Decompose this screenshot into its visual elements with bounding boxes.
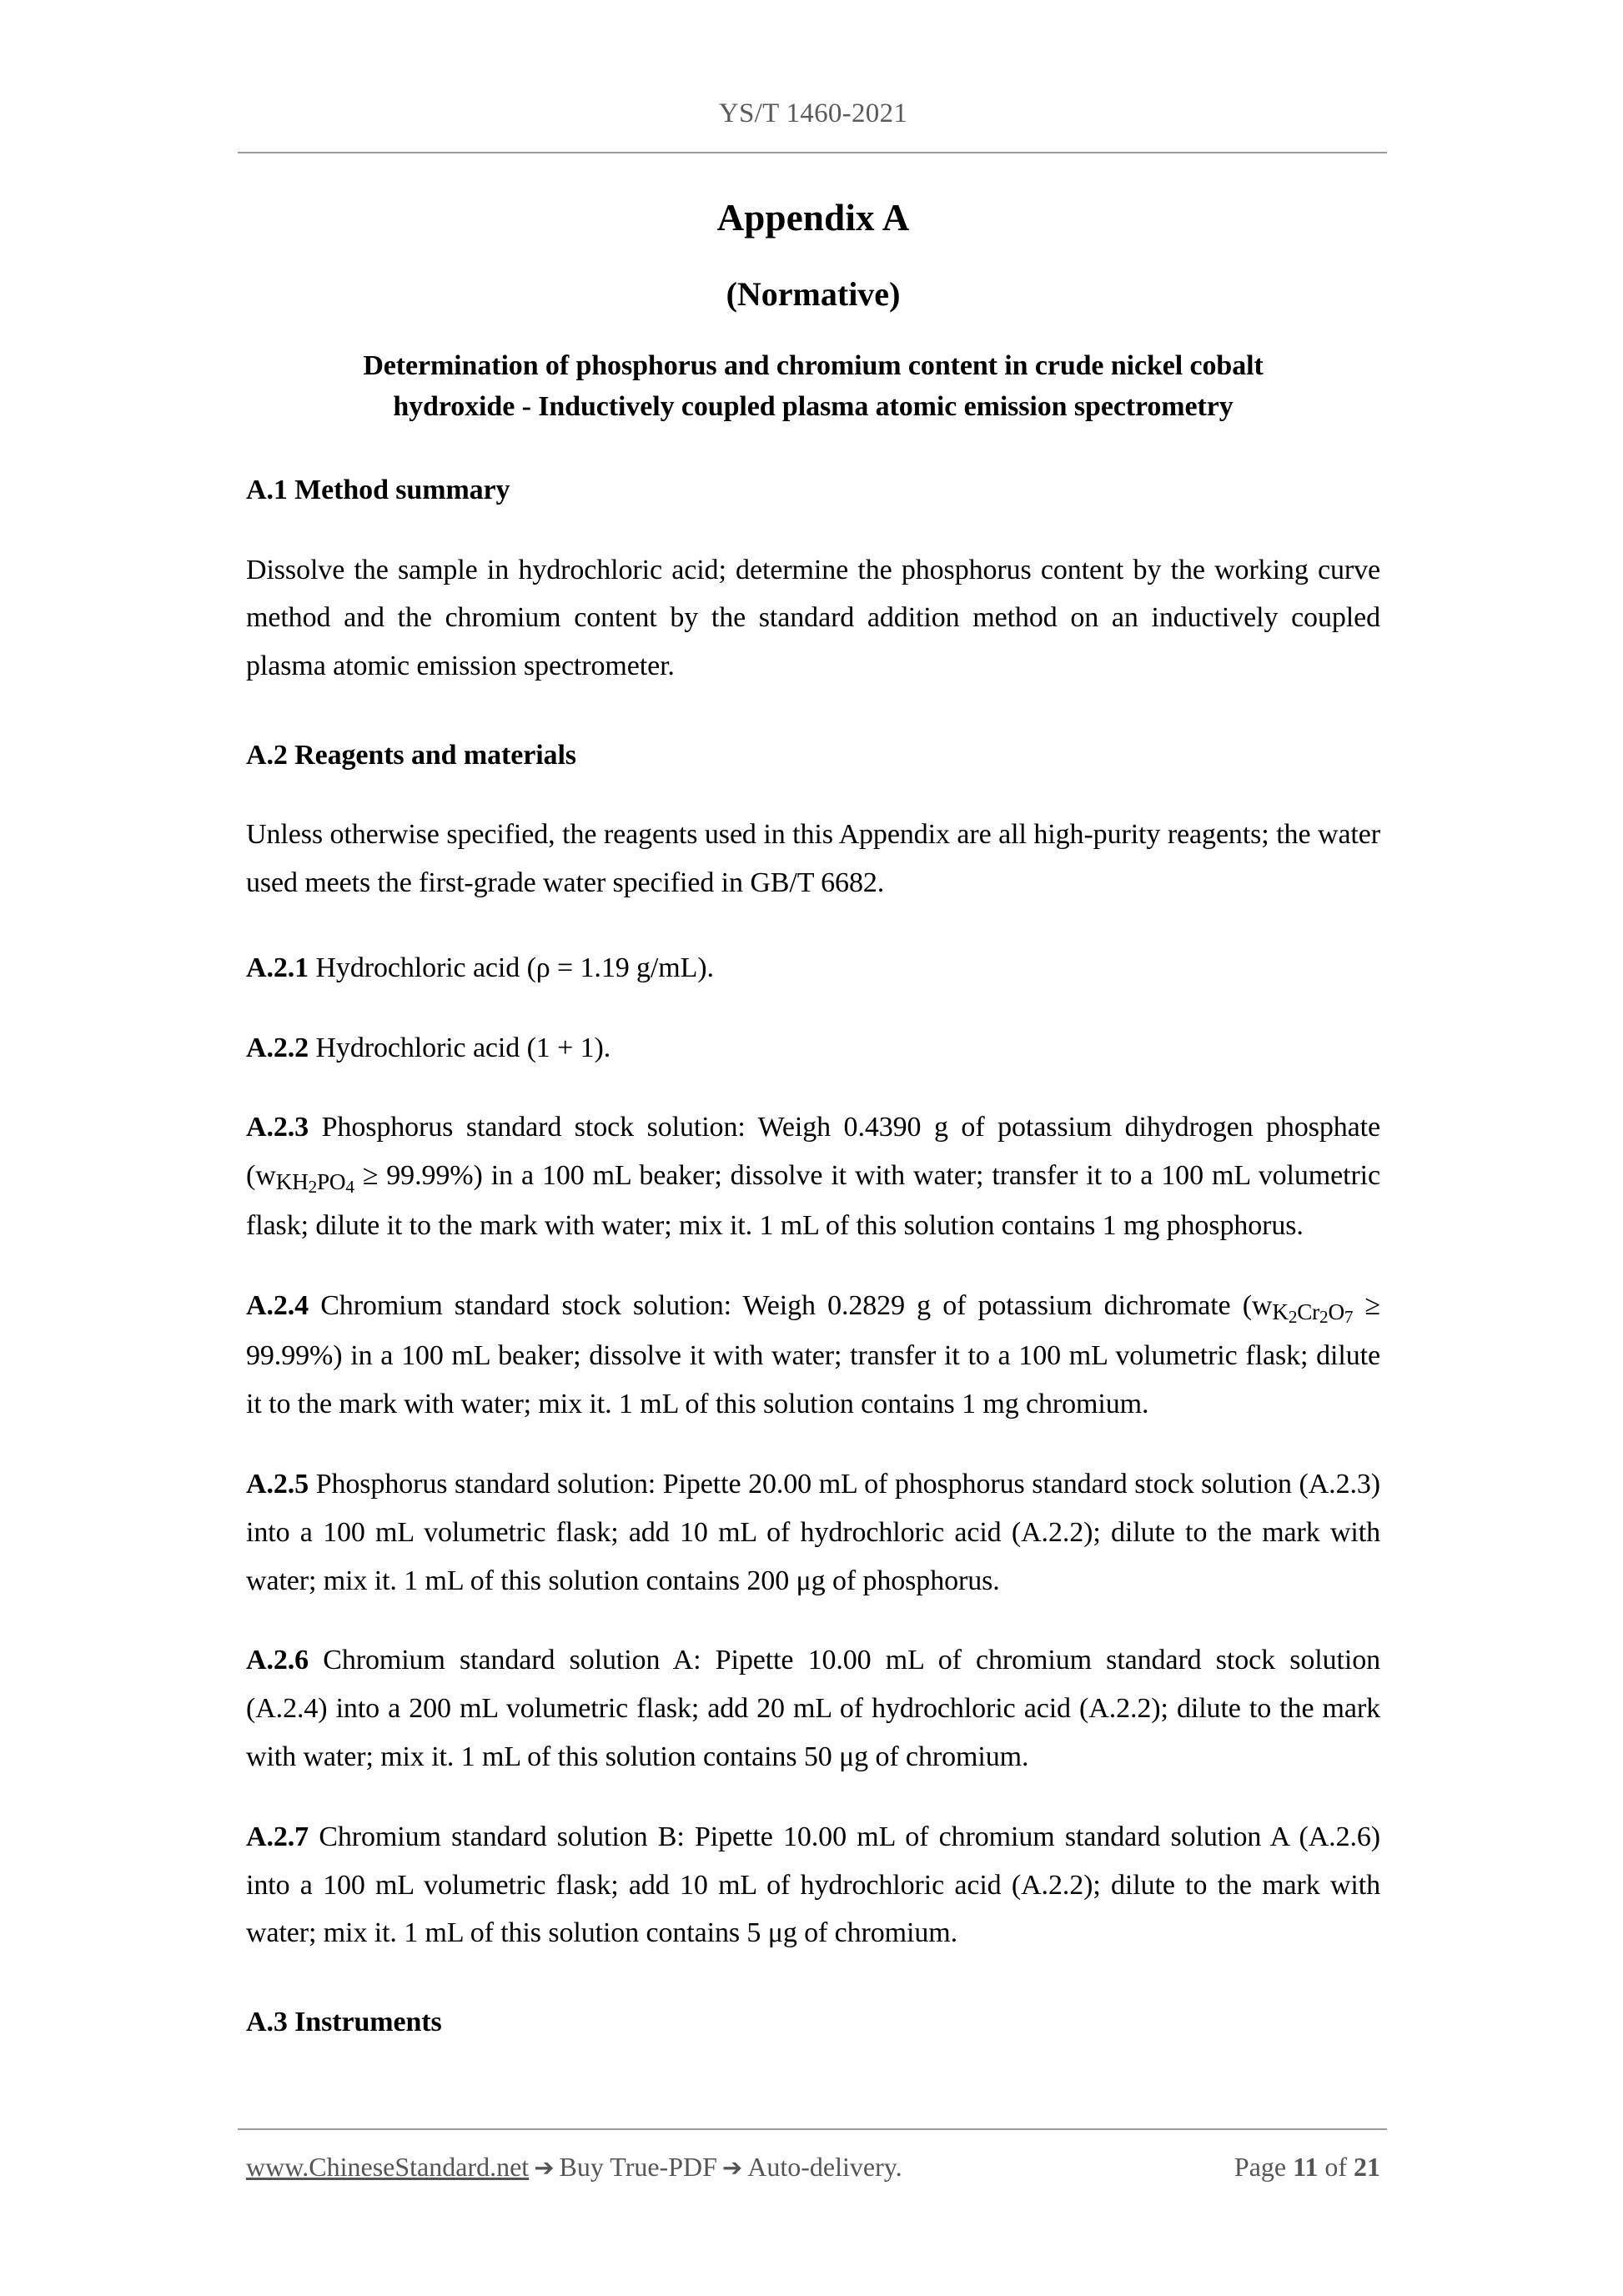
formula-part-5: 7 xyxy=(1344,1307,1354,1328)
clause-text-a2-4-after: ≥ 99.99%) in a 100 mL beaker; dissolve it with water; transfer it to a 100 mL volumetric flask; dilute it to the mark with water; mix it. 1 mL of this solution contains 1 mg chromium. xyxy=(246,1290,1380,1420)
section-heading-a2: A.2 Reagents and materials xyxy=(246,739,576,771)
document-subject-line-2: hydroxide - Inductively coupled plasma atomic emission spectrometry xyxy=(393,391,1234,423)
formula-part-2: Cr xyxy=(1297,1299,1320,1325)
clause-text-a2-6: Chromium standard solution A: Pipette 10.00 mL of chromium standard stock solution (A.2.4) into a 200 mL volumetric flask; add 20 mL of hydrochloric acid (A.2.2); dilute to the mark with water; mix it. 1 mL of this solution contains 50 μg of chromium. xyxy=(246,1645,1380,1772)
of-label: of xyxy=(1324,2152,1347,2182)
paragraph-a2-intro: Unless otherwise specified, the reagents used in this Appendix are all high-purity reagents; the water used meets the first-grade water specified in GB/T 6682. xyxy=(246,819,1380,898)
clause-text-a2-1: Hydrochloric acid (ρ = 1.19 g/mL). xyxy=(315,952,714,983)
formula-part-4: O xyxy=(1328,1299,1344,1325)
clause-a2-4 xyxy=(246,1282,1380,1429)
formula-part-0: K xyxy=(1272,1299,1289,1325)
page-label: Page xyxy=(1234,2152,1287,2182)
formula-part-0: KH xyxy=(275,1169,309,1195)
footer-promo-text-2: Auto-delivery. xyxy=(747,2152,902,2182)
current-page-number: 11 xyxy=(1293,2152,1319,2182)
page-content xyxy=(246,197,1380,2041)
clause-a2-6 xyxy=(246,1636,1380,1781)
footer-divider xyxy=(238,2128,1387,2130)
arrow-right-icon-1: ➔ xyxy=(534,2153,555,2182)
clause-label-a2-5: A.2.5 xyxy=(246,1469,309,1500)
formula-part-3: 2 xyxy=(1319,1307,1329,1328)
section-heading-a3: A.3 Instruments xyxy=(246,2007,442,2038)
clause-label-a2-1: A.2.1 xyxy=(246,952,309,983)
document-subject-title xyxy=(246,345,1380,428)
document-subject-line-1: Determination of phosphorus and chromium content in crude nickel cobalt xyxy=(363,349,1264,381)
clause-text-a2-3-before: Phosphorus standard stock solution: Weigh 0.4390 g of potassium dihydrogen phosphate (w xyxy=(246,1112,1380,1192)
footer-website-link[interactable]: www.ChineseStandard.net xyxy=(246,2152,530,2182)
formula-part-1: 2 xyxy=(308,1177,317,1198)
page-footer xyxy=(246,2152,1380,2202)
clause-a2-1 xyxy=(246,944,1380,992)
clause-text-a2-2: Hydrochloric acid (1 + 1). xyxy=(315,1032,611,1063)
formula-part-2: PO xyxy=(316,1169,346,1195)
header-divider xyxy=(238,152,1387,153)
clause-label-a2-7: A.2.7 xyxy=(246,1821,309,1852)
chemical-formula-k2cr2o7 xyxy=(1272,1299,1354,1328)
clause-a2-2 xyxy=(246,1024,1380,1073)
appendix-title: Appendix A xyxy=(716,197,910,239)
clause-label-a2-3: A.2.3 xyxy=(246,1112,309,1143)
formula-part-3: 4 xyxy=(345,1177,354,1198)
paragraph-a1-body: Dissolve the sample in hydrochloric acid; determine the phosphorus content by the working curve method and the chromium content by the standard addition method on an inductively coupled plasma atomic emission spectrometer. xyxy=(246,554,1380,682)
footer-promo xyxy=(246,2152,902,2183)
normative-label: (Normative) xyxy=(726,274,901,313)
clause-label-a2-2: A.2.2 xyxy=(246,1032,309,1063)
section-heading-a1: A.1 Method summary xyxy=(246,475,510,506)
page-number-indicator xyxy=(1234,2152,1380,2183)
formula-part-1: 2 xyxy=(1288,1307,1298,1328)
footer-promo-text-1: Buy True-PDF xyxy=(559,2152,717,2182)
chemical-formula-kh2po4 xyxy=(275,1169,354,1198)
clause-label-a2-6: A.2.6 xyxy=(246,1645,309,1676)
total-page-number: 21 xyxy=(1354,2152,1380,2182)
clause-a2-5 xyxy=(246,1460,1380,1605)
clause-text-a2-4-before: Chromium standard stock solution: Weigh 0.2829 g of potassium dichromate (w xyxy=(320,1290,1273,1322)
arrow-right-icon-2: ➔ xyxy=(721,2153,743,2182)
running-head-standard-number: YS/T 1460-2021 xyxy=(718,98,908,128)
clause-text-a2-5: Phosphorus standard solution: Pipette 20.00 mL of phosphorus standard stock solution (A.2.3) into a 100 mL volumetric flask; add 10 mL of hydrochloric acid (A.2.2); dilute to the mark with water; mix it. 1 mL of this solution contains 200 μg of phosphorus. xyxy=(246,1469,1380,1596)
clause-text-a2-7: Chromium standard solution B: Pipette 10.00 mL of chromium standard solution A (A.2.6) into a 100 mL volumetric flask; add 10 mL of hydrochloric acid (A.2.2); dilute to the mark with water; mix it. 1 mL of this solution contains 5 μg of chromium. xyxy=(246,1821,1380,1949)
clause-text-a2-3-after: ≥ 99.99%) in a 100 mL beaker; dissolve it with water; transfer it to a 100 mL volumetric flask; dilute it to the mark with water; mix it. 1 mL of this solution contains 1 mg phosphorus. xyxy=(246,1160,1380,1242)
clause-a2-3 xyxy=(246,1103,1380,1250)
clause-a2-7 xyxy=(246,1813,1380,1957)
clause-label-a2-4: A.2.4 xyxy=(246,1290,309,1322)
